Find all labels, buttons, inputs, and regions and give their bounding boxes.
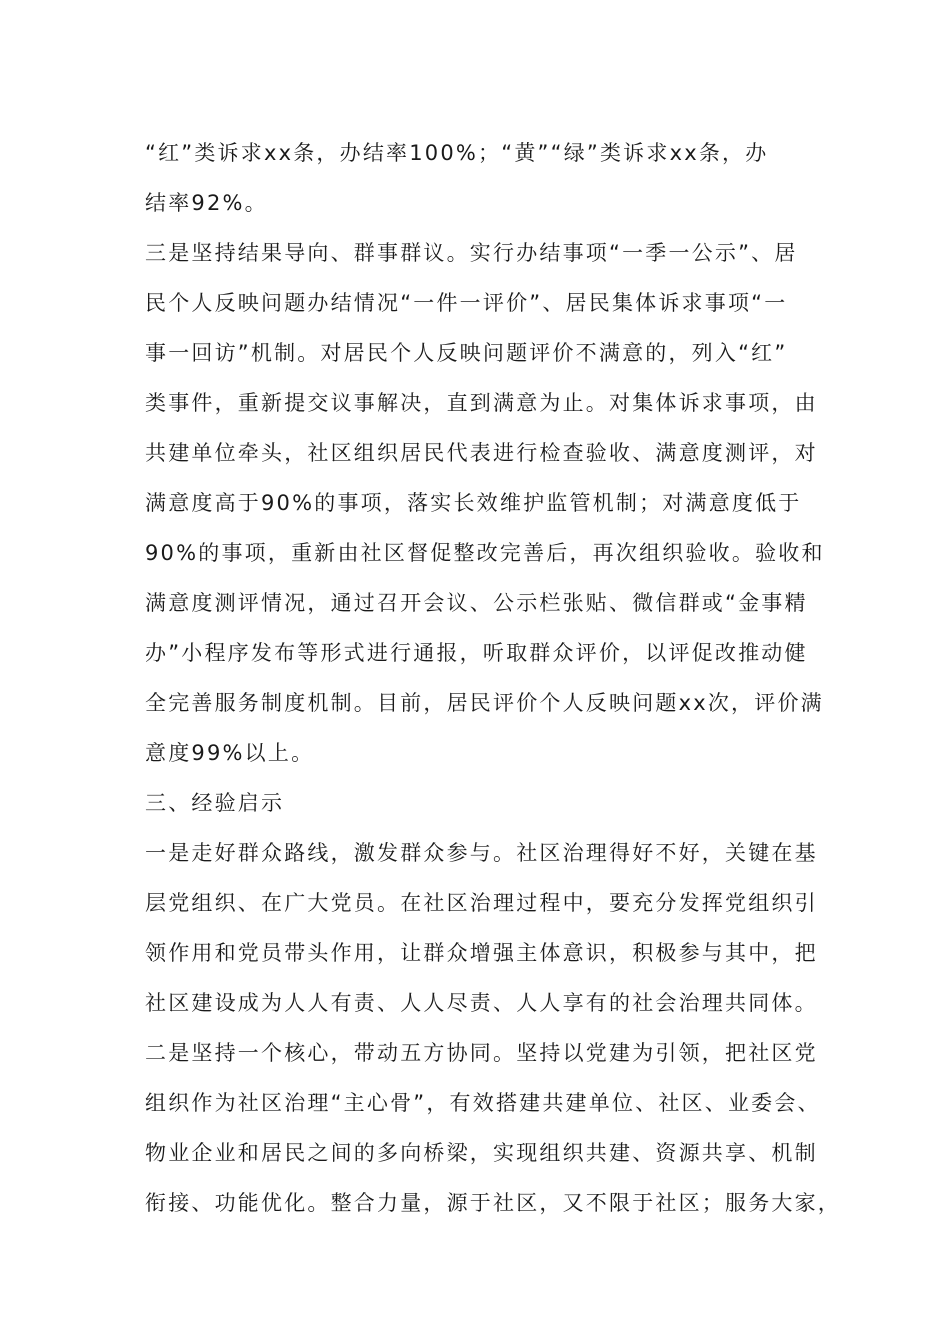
text-line: 共建单位牵头，社区组织居民代表进行检查验收、满意度测评，对 — [145, 441, 818, 465]
text-line: 全完善服务制度机制。目前，居民评价个人反映问题xx次，评价满 — [145, 691, 824, 715]
text-line: 满意度高于90%的事项，落实长效维护监管机制；对满意度低于 — [145, 491, 802, 515]
text-line: 衔接、功能优化。整合力量，源于社区，又不限于社区；服务大家， — [145, 1191, 841, 1215]
text-line: 事一回访”机制。对居民个人反映问题评价不满意的，列入“红” — [145, 341, 788, 365]
document-body — [145, 128, 841, 1228]
text-line: 二是坚持一个核心，带动五方协同。坚持以党建为引领，把社区党 — [145, 1041, 818, 1065]
text-line: 三是坚持结果导向、群事群议。实行办结事项“一季一公示”、居 — [145, 241, 798, 265]
text-line: 层党组织、在广大党员。在社区治理过程中，要充分发挥党组织引 — [145, 891, 818, 915]
section-heading: 三、经验启示 — [145, 791, 285, 815]
text-line: “红”类诉求xx条，办结率100%；“黄”“绿”类诉求xx条，办 — [145, 141, 769, 165]
text-line: 结率92%。 — [145, 191, 268, 215]
text-line: 意度99%以上。 — [145, 741, 315, 765]
text-line: 90%的事项，重新由社区督促整改完善后，再次组织验收。验收和 — [145, 541, 825, 565]
text-line: 类事件，重新提交议事解决，直到满意为止。对集体诉求事项，由 — [145, 391, 818, 415]
text-line: 物业企业和居民之间的多向桥梁，实现组织共建、资源共享、机制 — [145, 1141, 818, 1165]
text-line: 满意度测评情况，通过召开会议、公示栏张贴、微信群或“金事精 — [145, 591, 808, 615]
text-line: 领作用和党员带头作用，让群众增强主体意识，积极参与其中，把 — [145, 941, 818, 965]
text-line: 民个人反映问题办结情况“一件一评价”、居民集体诉求事项“一 — [145, 291, 788, 315]
text-line: 组织作为社区治理“主心骨”，有效搭建共建单位、社区、业委会、 — [145, 1091, 821, 1115]
text-line: 社区建设成为人人有责、人人尽责、人人享有的社会治理共同体。 — [145, 991, 818, 1015]
text-line: 一是走好群众路线，激发群众参与。社区治理得好不好，关键在基 — [145, 841, 818, 865]
text-line: 办”小程序发布等形式进行通报，听取群众评价，以评促改推动健 — [145, 641, 808, 665]
